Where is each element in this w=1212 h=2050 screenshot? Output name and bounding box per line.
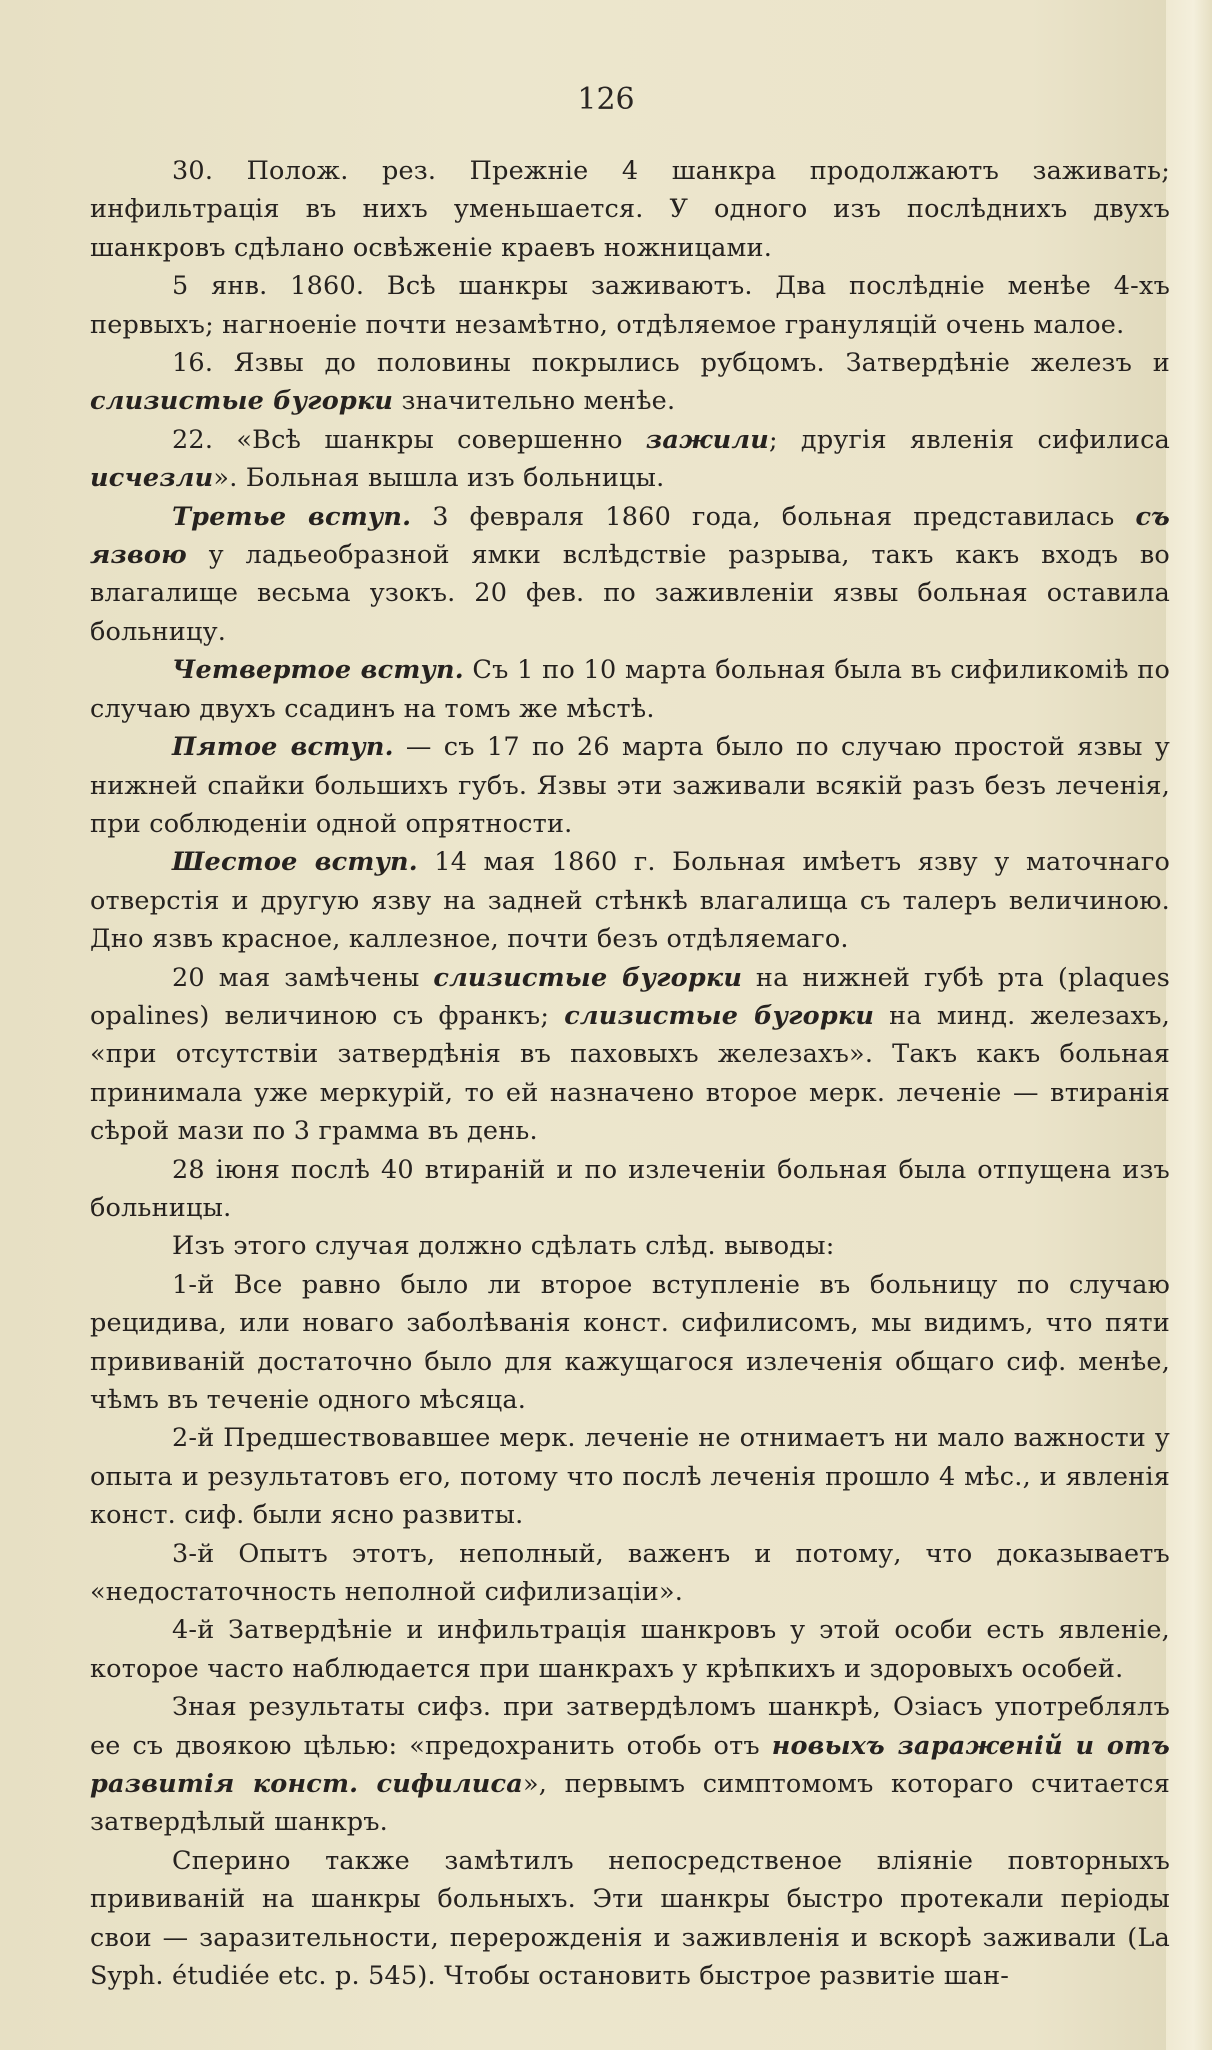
paragraph: Четвертое вступ. Съ 1 по 10 марта больная была въ сифиликомiѣ по случаю двухъ ссадинъ на томъ же мѣстѣ. (90, 655, 1170, 724)
emphasis: зажили (645, 424, 769, 455)
paragraph: 4-й Затвердѣнiе и инфильтрацiя шанкровъ у этой особи есть явленiе, которое часто наблюдается при шанкрахъ у крѣпкихъ и здоровыхъ особей. (90, 1615, 1170, 1684)
emphasis: слизистые бугорки (564, 1000, 875, 1031)
paragraph: 2-й Предшествовавшее мерк. леченiе не отнимаетъ ни мало важности у опыта и результатовъ его, потому что послѣ леченiя прошло 4 мѣс., и явленiя конст. сиф. были ясно развиты. (90, 1423, 1170, 1531)
paragraph: Сперино также замѣтилъ непосредственое влiянiе повторныхъ прививанiй на шанкры больныхъ. Эти шанкры быстро протекали перiоды свои — заразительности, перерожденiя и заживленiя и вскорѣ заживали (La Syph. étudiée etc. p. 545). Чтобы остановить быстрое развитiе шан- (90, 1845, 1170, 1992)
page-number: 126 (577, 82, 635, 117)
emphasis: Пятое вступ. (172, 732, 394, 763)
paragraph: 28 iюня послѣ 40 втиранiй и по излеченiи больная была отпущена изъ больницы. (90, 1154, 1170, 1223)
emphasis: Третье вступ. (172, 501, 412, 532)
page-edge (1166, 0, 1212, 2050)
paragraph: Зная результаты сифз. при затвердѣломъ шанкрѣ, Озiасъ употреблялъ ее съ двоякою цѣлью: «предохранить отобь отъ новыхъ зараженiй и отъ развитiя конст. сифилиса», первымъ симптомомъ котораго считается затвердѣлый шанкръ. (90, 1692, 1170, 1838)
emphasis: Четвертое вступ. (172, 655, 464, 686)
paragraph: 20 мая замѣчены слизистые бугорки на нижней губѣ рта (plaques opalines) величиною съ франкъ; слизистые бугорки на минд. железахъ, «при отсутствiи затвердѣнiя въ паховыхъ железахъ». Такъ какъ больная принимала уже меркурiй, то ей назначено второе мерк. леченiе — втиранiя сѣрой мази по 3 грамма въ день. (90, 962, 1171, 1147)
emphasis: исчезли (90, 463, 214, 494)
body-text (90, 152, 1170, 1996)
paragraph: 5 янв. 1860. Всѣ шанкры заживаютъ. Два послѣднiе менѣе 4-хъ первыхъ; нагноенiе почти незамѣтно, отдѣляемое грануляцiй очень малое. (90, 271, 1170, 340)
emphasis: новыхъ зараженiй и отъ развитiя конст. сифилиса (90, 1730, 1170, 1800)
paragraph: 16. Язвы до половины покрылись рубцомъ. Затвердѣнiе железъ и слизистые бугорки значительно менѣе. (90, 348, 1170, 417)
paragraph: Изъ этого случая должно сдѣлать слѣд. выводы: (172, 1231, 835, 1262)
paragraph: Пятое вступ. — съ 17 по 26 марта было по случаю простой язвы у нижней спайки большихъ губъ. Язвы эти заживали всякiй разъ безъ леченiя, при соблюденiи одной опрятности. (90, 732, 1170, 839)
paragraph: 1-й Все равно было ли второе вступленiе въ больницу по случаю рецидива, или новаго заболѣванiя конст. сифилисомъ, мы видимъ, что пяти прививанiй достаточно было для кажущагося излеченiя общаго сиф. менѣе, чѣмъ въ теченiе одного мѣсяца. (90, 1269, 1170, 1415)
emphasis: съ язвою (90, 501, 1170, 571)
paragraph: Третье вступ. 3 февраля 1860 года, больная представилась съ язвою у ладьеобразной ямки вслѣдствiе разрыва, такъ какъ входъ во влагалище весьма узокъ. 20 фев. по заживленiи язвы больная оставила больницу. (90, 501, 1170, 647)
paragraph: 22. «Всѣ шанкры совершенно зажили; другiя явленiя сифилиса исчезли». Больная вышла изъ больницы. (90, 424, 1171, 494)
paragraph: 3-й Опытъ этотъ, неполный, важенъ и потому, что доказываетъ «недостаточность неполной сифилизацiи». (90, 1538, 1170, 1608)
emphasis: слизистые бугорки (90, 386, 394, 417)
emphasis: Шестое вступ. (172, 847, 418, 878)
paragraph: Шестое вступ. 14 мая 1860 г. Больная имѣетъ язву у маточнаго отверстiя и другую язву на задней стѣнкѣ влагалища съ талеръ величиною. Дно язвъ красное, каллезное, почти безъ отдѣляемаго. (90, 847, 1171, 955)
emphasis: слизистые бугорки (433, 962, 743, 993)
paragraph: 30. Полож. рез. Прежнiе 4 шанкра продолжаютъ заживать; инфильтрацiя въ нихъ уменьшается. У одного изъ послѣднихъ двухъ шанкровъ сдѣлано освѣженiе краевъ ножницами. (90, 156, 1170, 263)
